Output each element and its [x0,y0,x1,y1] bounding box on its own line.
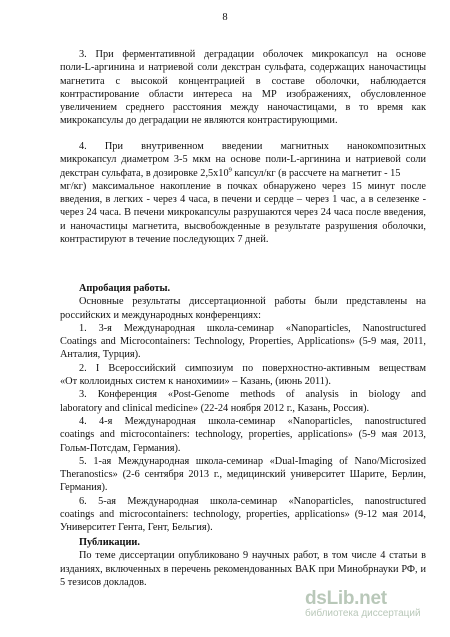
list-item-line: Theranostics» (2-6 сентября 2013 г., медицинский университет Шарите, Берлин, [60,469,426,481]
text-line: магнетита с высокой концентрацией в составе оболочки, наблюдается [60,75,426,87]
text-line: микрокапсулы до деградации не являются контрастирующими. [60,115,338,127]
list-item-line: Университет Гента, Гент, Бельгия). [60,522,213,534]
list-item-line: Анталия, Турция). [60,349,141,361]
watermark-logo: dsLib.net [305,588,387,609]
text-line: 5 тезисов докладов. [60,576,147,588]
publications-section [60,536,426,589]
text-line: 4. При внутривенном введении магнитных нанокомпозитных [79,141,426,152]
text-line: через 24 часа. В печени микрокапсулы разрушаются через 24 часа после введения, [60,207,426,219]
list-item-line: 3. Конференция «Post-Genome methods of analysis in biology and [79,389,426,401]
text-line: Основные результаты диссертационной работы были представлены на [79,296,426,308]
text-line: По теме диссертации опубликовано 9 научных работ, в том числе 4 статьи в [79,550,426,562]
list-item-line: coatings and microcontainers: technology, properties, applications» (9-12 мая 2014, [60,509,426,521]
list-item-line: 5. 1-ая Международная школа-семинар «Dual-Imaging of Nano/Microsized [79,455,426,467]
text-line: контрастируют в течение последующих 7 дней. [60,234,269,246]
list-item-line: 1. 3-я Международная школа-семинар «Nanoparticles, Nanostructured [79,322,426,334]
watermark-subtitle: библиотека диссертаций [305,608,421,619]
text-line: увеличением среднего расстояния между наночастицами, в то время как [60,102,426,114]
text-line: 3. При ферментативной деградации оболочек микрокапсул на основе [79,49,426,60]
text-line: контрастирование области интереса на МР изображениях, обусловленное [60,88,426,100]
section-heading: Апробация работы. [79,283,171,294]
text-line: и наночастицы магнетита, высвобожденные в результате разрушения оболочки, [60,220,426,232]
text-line: поли-L-аргинина и натриевой соли декстран сульфата, содержащих наночастицы [60,62,426,74]
list-item-line: 2. I Всероссийский симпозиум по поверхностно-активным веществам [79,362,426,374]
approbation-section [60,282,426,535]
section-heading: Публикации. [79,537,140,548]
list-item-line: coatings and microcontainers: technology, properties, applications» (5-9 мая 2013, [60,429,426,441]
paragraph-3 [60,48,426,128]
list-item-line: «От коллоидных систем к нанохимии» – Казань, (июнь 2011). [60,376,331,388]
text-line: введения, в легких - через 4 часа, в печени и сердце – через 1 час, а в селезенке - [60,194,426,206]
list-item-line: 6. 5-ая Международная школа-семинар «Nanoparticles, nanostructured [79,495,426,507]
dslib-watermark [305,588,445,619]
list-item-line: laboratory and clinical medicine» (22-24 ноября 2012 г., Казань, Россия). [60,402,370,414]
text-fragment: капсул/кг (в рассчете на магнетит - 15 [231,167,401,179]
text-line: изданиях, включенных в перечень рекомендованных ВАК при Минобрнауки РФ, и [60,563,426,575]
text-line-with-superscript [60,167,426,180]
page-number: 8 [222,12,228,23]
list-item-line: Гольм-Потсдам, Германия). [60,442,181,454]
paragraph-4 [60,140,426,246]
text-fragment: декстран сульфата, в дозировке 2,5x10 [60,167,229,179]
text-line: мг/кг) максимальное накопление в почках обнаружено через 15 минут после [60,180,426,192]
superscript: 9 [228,166,232,174]
text-line: микрокапсул диаметром 3-5 мкм на основе поли-L-аргинина и натриевой соли [60,154,426,166]
list-item-line: Германия). [60,482,108,494]
list-item-line: 4. 4-я Международная школа-семинар «Nanoparticles, nanostructured [79,415,426,427]
text-line: российских и международных конференциях: [60,309,262,321]
list-item-line: Coatings and Microcontainers: Technology, Properties, Applications» (5-9 мая, 2011, [60,336,426,348]
